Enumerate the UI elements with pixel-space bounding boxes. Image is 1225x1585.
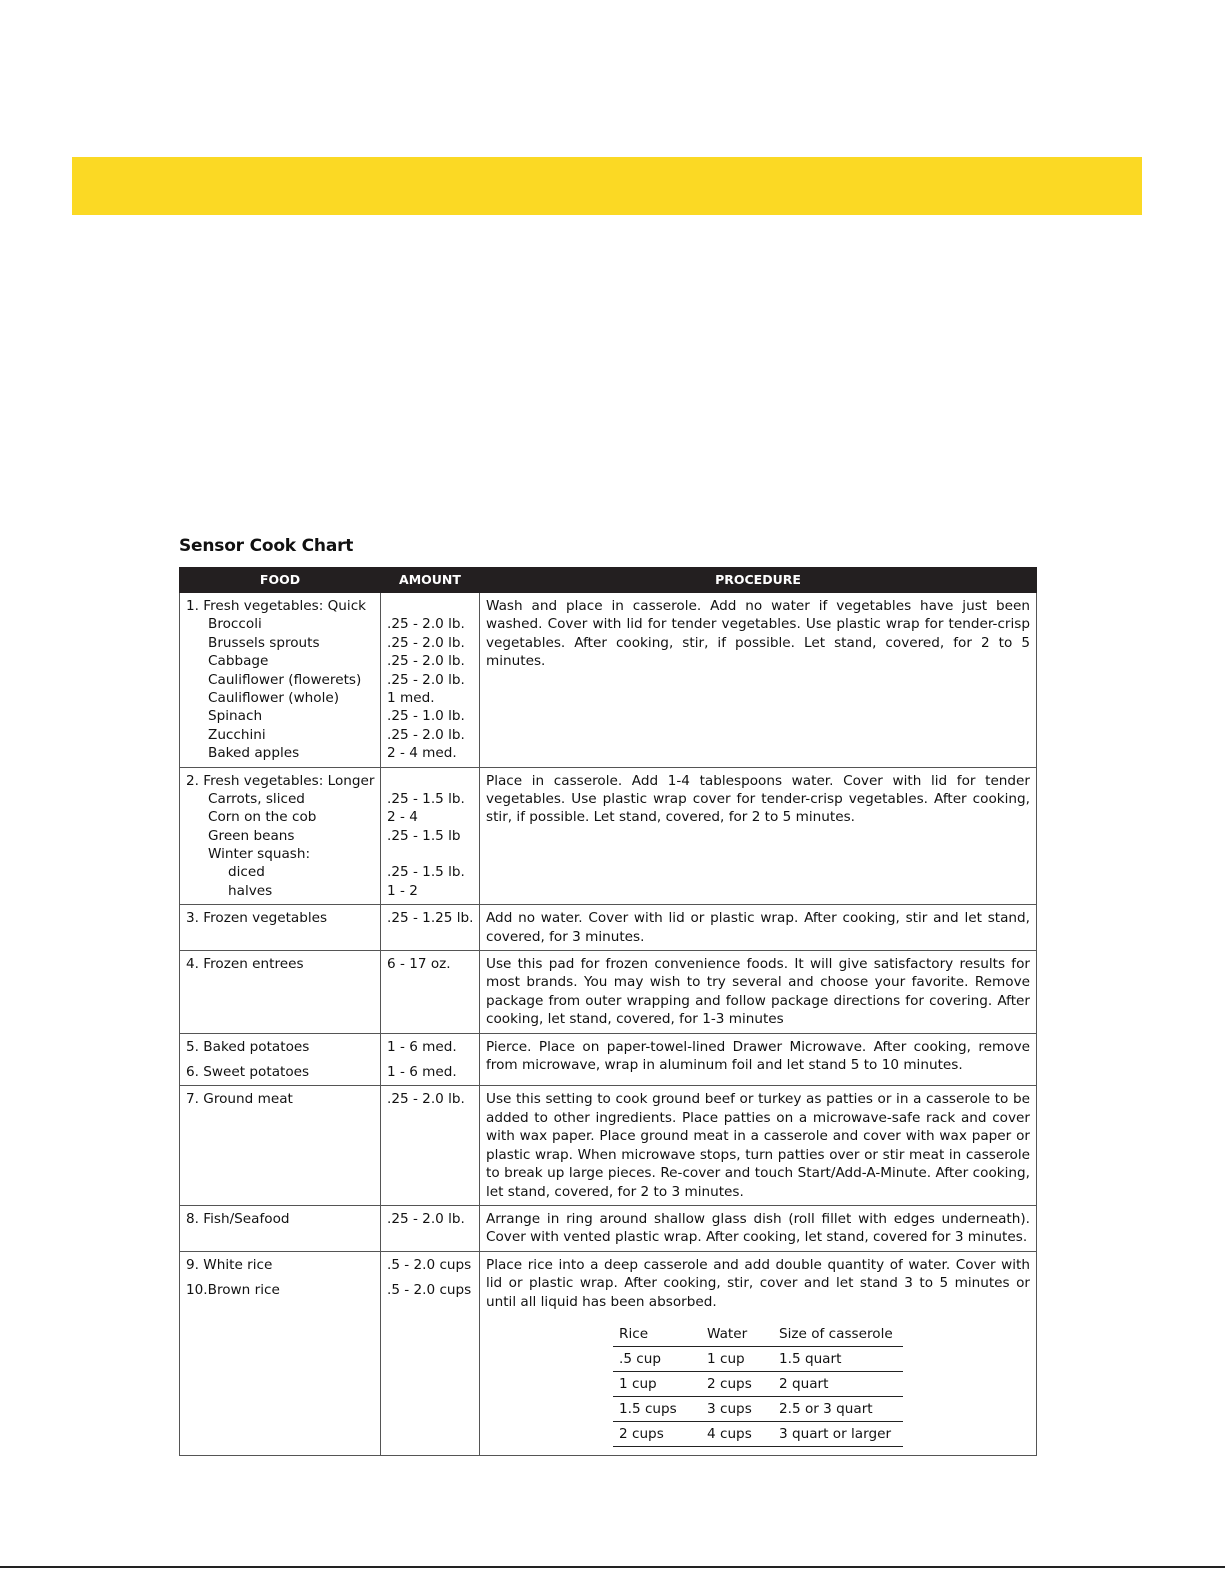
food-cell <box>180 767 381 905</box>
procedure-cell: Pierce. Place on paper-towel-lined Drawer Microwave. After cooking, remove from microwave, wrap in aluminum foil and let stand 5 to 10 minutes. <box>480 1033 1037 1086</box>
amount-value: .25 - 2.0 lb. <box>387 726 465 743</box>
amount-value: .5 - 2.0 cups <box>387 1282 472 1299</box>
amount-value: .25 - 1.5 lb <box>387 827 461 844</box>
food-cell <box>180 1251 381 1455</box>
amount-value: 6 - 17 oz. <box>387 956 451 973</box>
amount-value: 1 - 6 med. <box>387 1038 457 1055</box>
amount-value: .25 - 1.5 lb. <box>387 864 465 881</box>
casserole-size: 1.5 quart <box>773 1346 903 1371</box>
food-item: Baked apples <box>208 745 300 762</box>
table-row <box>180 593 1037 768</box>
procedure-cell: Wash and place in casserole. Add no water if vegetables have just been washed. Cover with lid for tender vegetables. Use plastic wrap for tender-crisp vegetables. After cooking, stir, if possible. Let stand, covered, for 2 to 5 minutes. <box>480 593 1037 768</box>
casserole-size: 3 quart or larger <box>773 1421 903 1446</box>
procedure-cell: Arrange in ring around shallow glass dish (roll fillet with edges underneath). Cover with vented plastic wrap. After cooking, let stand, covered for 3 minutes. <box>480 1205 1037 1251</box>
food-cell <box>180 951 381 1034</box>
food-item: 7. Ground meat <box>186 1091 293 1108</box>
amount-value: .25 - 2.0 lb. <box>387 634 465 651</box>
food-item: Green beans <box>208 827 295 844</box>
food-item: 5. Baked potatoes <box>186 1038 310 1055</box>
header-banner <box>72 157 1142 215</box>
amount-cell <box>381 1033 480 1086</box>
table-header-row <box>180 568 1037 593</box>
footer-rule <box>0 1566 1225 1568</box>
table-row <box>180 905 1037 951</box>
sensor-cook-table <box>179 567 1037 1456</box>
amount-value: .25 - 2.0 lb. <box>387 1091 465 1108</box>
amount-cell <box>381 905 480 951</box>
amount-value: 2 - 4 <box>387 809 418 826</box>
amount-cell <box>381 767 480 905</box>
table-row <box>180 951 1037 1034</box>
rice-table-row <box>613 1421 903 1446</box>
amount-cell <box>381 1086 480 1205</box>
food-cell <box>180 1033 381 1086</box>
food-item: 9. White rice <box>186 1256 273 1273</box>
amount-value: .5 - 2.0 cups <box>387 1256 472 1273</box>
table-row <box>180 1205 1037 1251</box>
amount-cell <box>381 1251 480 1455</box>
rice-table-row <box>613 1371 903 1396</box>
procedure-cell: Use this pad for frozen convenience foods. It will give satisfactory results for most brands. You may wish to try several and choose your favorite. Remove package from outer wrapping and follow package directions for covering. After cooking, let stand, covered, for 1-3 minutes <box>480 951 1037 1034</box>
rice-header: Rice <box>613 1323 701 1347</box>
food-item: Zucchini <box>208 726 266 743</box>
rice-amount: 1 cup <box>613 1371 701 1396</box>
amount-cell <box>381 593 480 768</box>
amount-value <box>387 597 479 615</box>
header-amount: AMOUNT <box>381 568 480 593</box>
rice-procedure-text: Place rice into a deep casserole and add double quantity of water. Cover with lid or plastic wrap. After cooking, stir, cover and let stand 3 to 5 minutes or until all liquid has been absorbed. <box>486 1256 1030 1310</box>
water-amount: 1 cup <box>701 1346 773 1371</box>
amount-value: .25 - 2.0 lb. <box>387 653 465 670</box>
amount-value: 2 - 4 med. <box>387 745 457 762</box>
amount-value: .25 - 1.5 lb. <box>387 790 465 807</box>
food-cell <box>180 593 381 768</box>
rice-water-table <box>613 1323 903 1447</box>
amount-value: .25 - 1.25 lb. <box>387 910 474 927</box>
food-item: 8. Fish/Seafood <box>186 1210 290 1227</box>
header-procedure: PROCEDURE <box>480 568 1037 593</box>
rice-amount: 1.5 cups <box>613 1396 701 1421</box>
food-item: halves <box>228 882 273 899</box>
food-item: Carrots, sliced <box>208 790 305 807</box>
amount-cell <box>381 951 480 1034</box>
food-item: 2. Fresh vegetables: Longer <box>186 772 375 789</box>
food-item: Cauliflower (whole) <box>208 689 340 706</box>
food-item: 6. Sweet potatoes <box>186 1064 310 1081</box>
food-item: Brussels sprouts <box>208 634 320 651</box>
water-amount: 4 cups <box>701 1421 773 1446</box>
amount-value <box>387 845 479 863</box>
food-item: Corn on the cob <box>208 809 317 826</box>
header-food: FOOD <box>180 568 381 593</box>
food-item: 4. Frozen entrees <box>186 956 304 973</box>
casserole-size-header: Size of casserole <box>773 1323 903 1347</box>
rice-amount: 2 cups <box>613 1421 701 1446</box>
rice-table-row <box>613 1396 903 1421</box>
food-item: 3. Frozen vegetables <box>186 910 328 927</box>
procedure-cell: Use this setting to cook ground beef or turkey as patties or in a casserole to be added to other ingredients. Place patties on a microwave-safe rack and cover with wax paper. Place ground meat in a casserole and cover with wax paper or plastic wrap. When microwave stops, turn patties over or stir meat in casserole to break up large pieces. Re-cover and touch Start/Add-A-Minute. After cooking, let stand, covered, for 2 to 3 minutes. <box>480 1086 1037 1205</box>
casserole-size: 2 quart <box>773 1371 903 1396</box>
food-item: Broccoli <box>208 616 262 633</box>
food-item: diced <box>228 864 265 881</box>
table-row <box>180 1086 1037 1205</box>
water-amount: 2 cups <box>701 1371 773 1396</box>
rice-table-row <box>613 1346 903 1371</box>
amount-value: 1 - 2 <box>387 882 418 899</box>
food-item: Winter squash: <box>208 846 311 863</box>
food-cell <box>180 1086 381 1205</box>
table-row <box>180 1033 1037 1086</box>
table-row <box>180 1251 1037 1455</box>
amount-value: .25 - 2.0 lb. <box>387 616 465 633</box>
procedure-cell <box>480 1251 1037 1455</box>
food-cell <box>180 1205 381 1251</box>
food-item: Cauliflower (flowerets) <box>208 671 362 688</box>
food-item: 10.Brown rice <box>186 1282 280 1299</box>
amount-value: 1 - 6 med. <box>387 1064 457 1081</box>
amount-value: .25 - 1.0 lb. <box>387 708 465 725</box>
food-item: 1. Fresh vegetables: Quick <box>186 598 367 614</box>
procedure-cell: Place in casserole. Add 1-4 tablespoons water. Cover with lid for tender vegetables. Use plastic wrap cover for tender-crisp vegetables. After cooking, stir, if possible. Let stand, covered, for 2 to 5 minutes. <box>480 767 1037 905</box>
chart-title: Sensor Cook Chart <box>179 536 354 556</box>
casserole-size: 2.5 or 3 quart <box>773 1396 903 1421</box>
procedure-cell: Add no water. Cover with lid or plastic wrap. After cooking, stir and let stand, covered, for 3 minutes. <box>480 905 1037 951</box>
table-row <box>180 767 1037 905</box>
amount-value: .25 - 2.0 lb. <box>387 671 465 688</box>
amount-value <box>387 772 479 790</box>
food-cell <box>180 905 381 951</box>
amount-value: .25 - 2.0 lb. <box>387 1210 465 1227</box>
amount-value: 1 med. <box>387 689 435 706</box>
water-amount: 3 cups <box>701 1396 773 1421</box>
amount-cell <box>381 1205 480 1251</box>
water-header: Water <box>701 1323 773 1347</box>
rice-amount: .5 cup <box>613 1346 701 1371</box>
food-item: Cabbage <box>208 653 269 670</box>
food-item: Spinach <box>208 708 263 725</box>
rice-table-header-row <box>613 1323 903 1347</box>
